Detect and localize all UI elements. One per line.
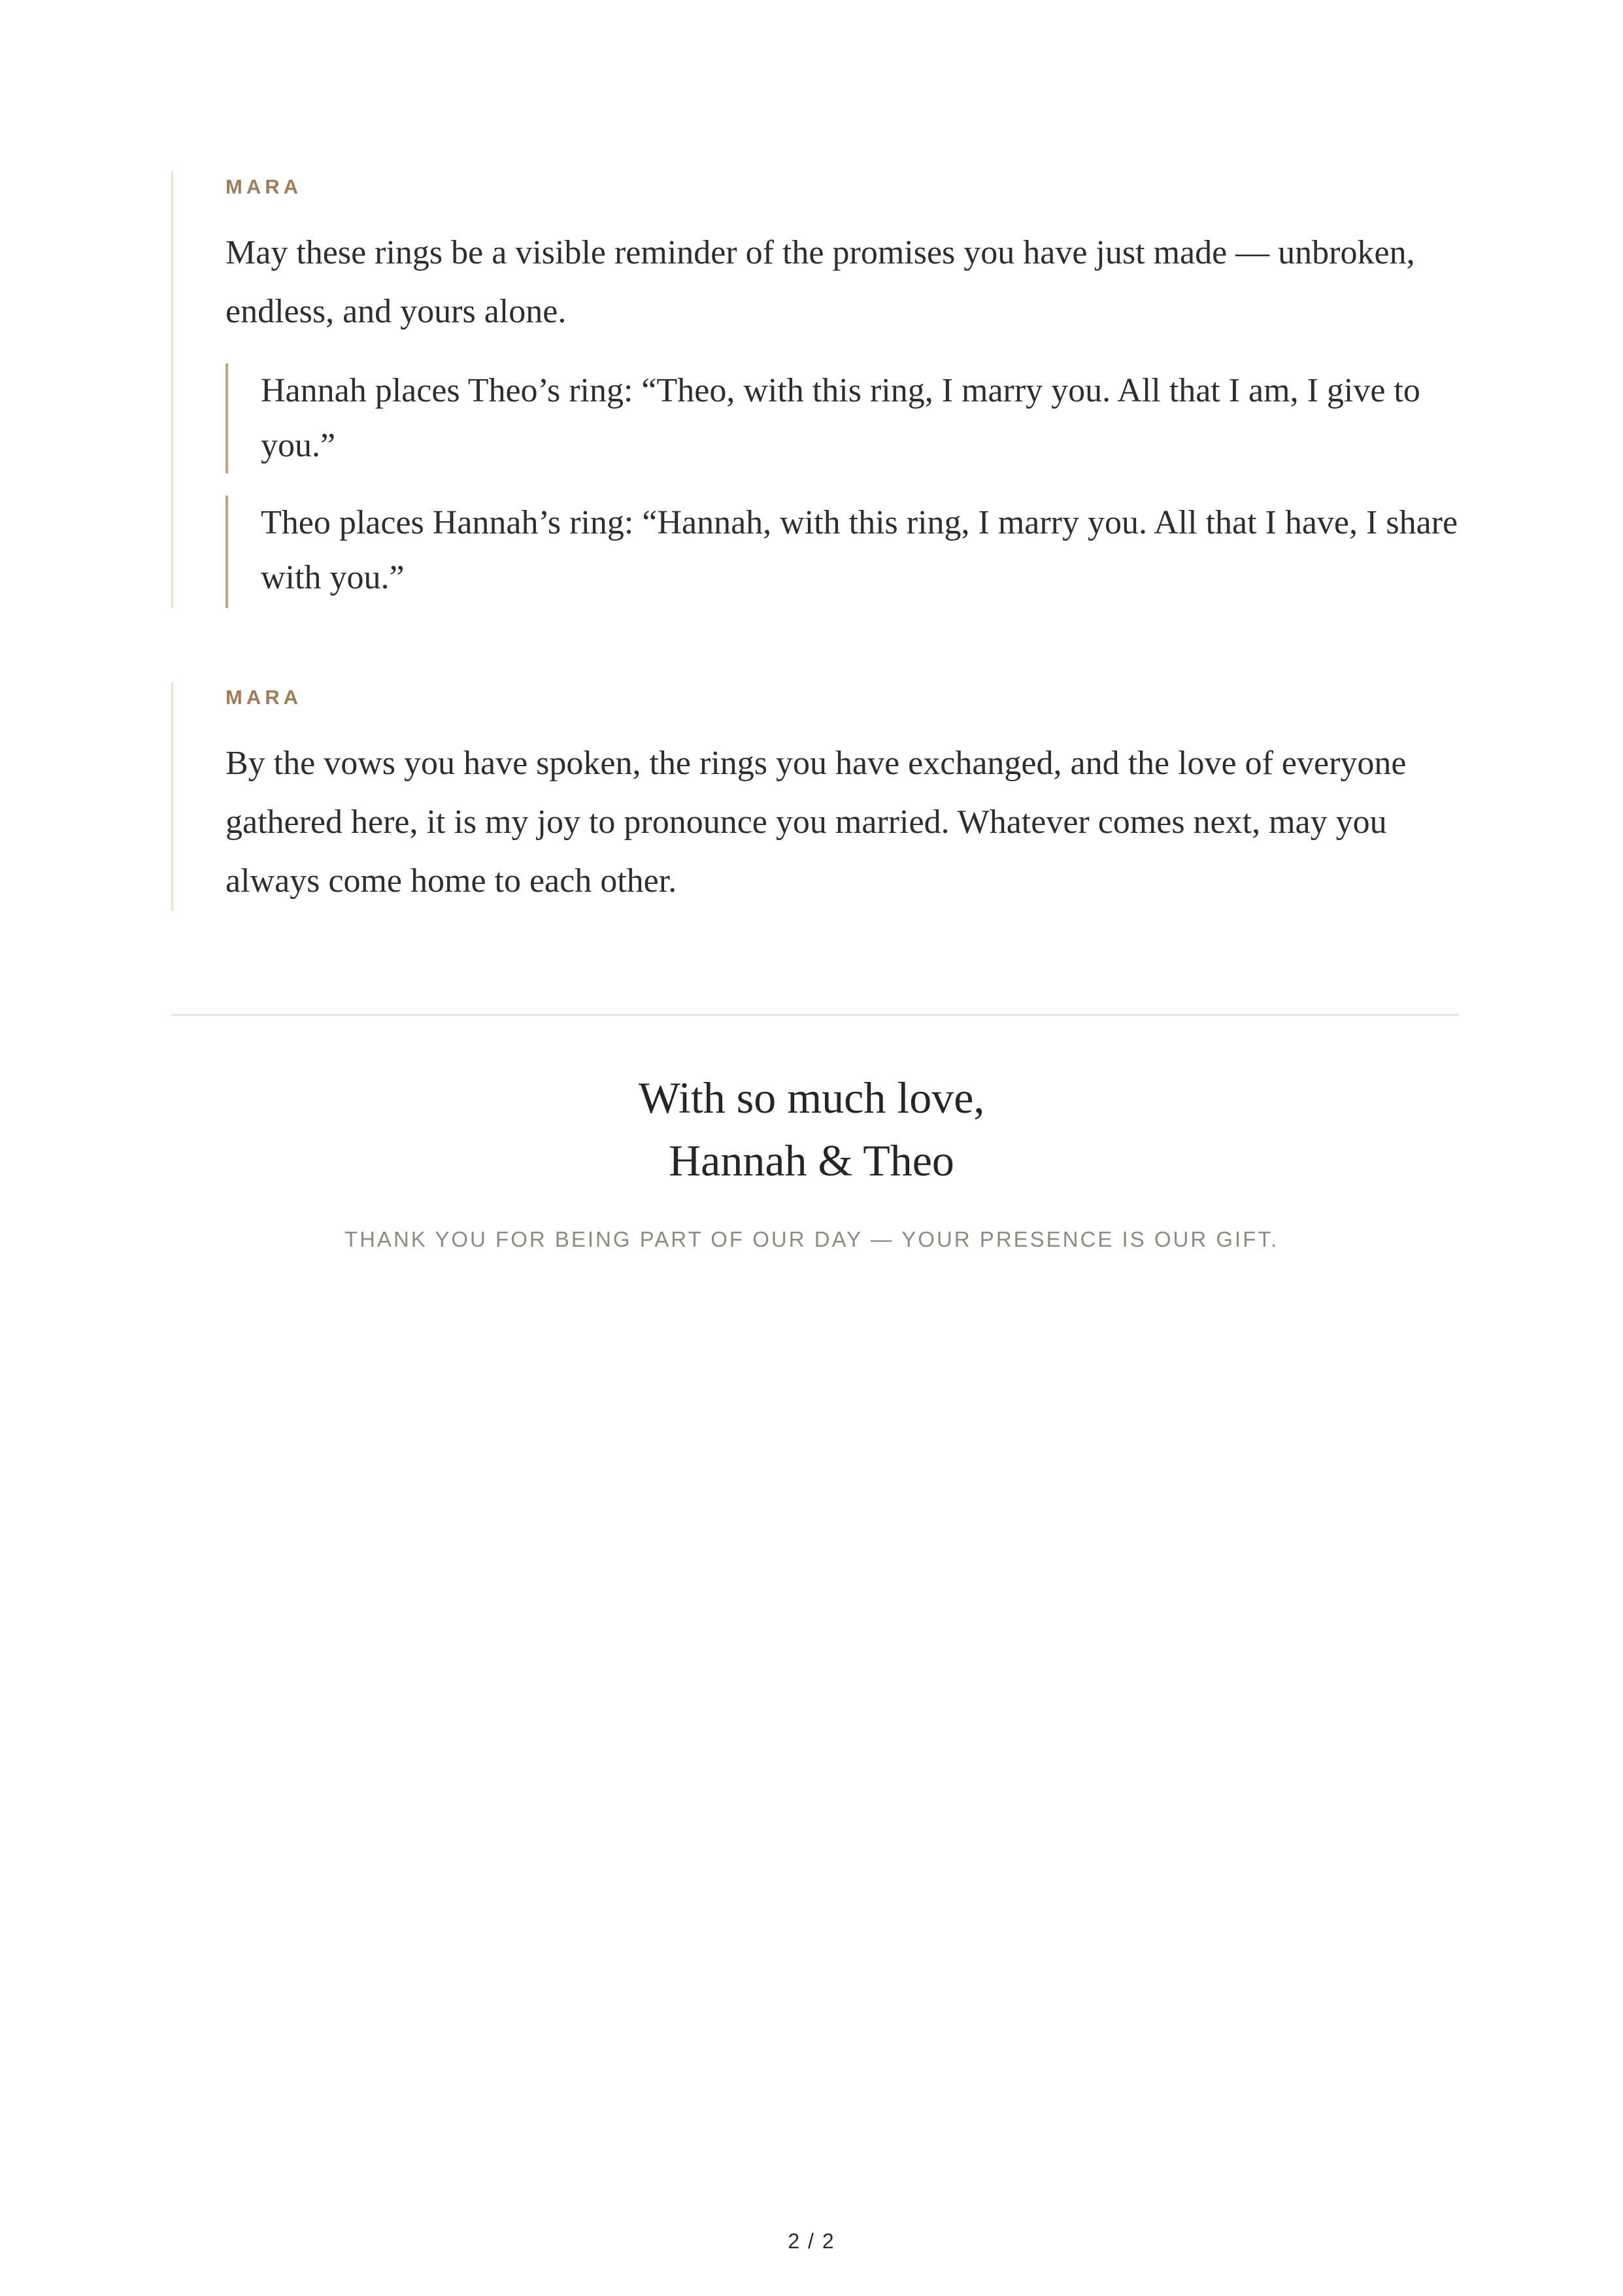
speaker-label: MARA [226,686,302,709]
page-number: 2 / 2 [788,2229,835,2253]
ring-action-hannah: Hannah places Theo’s ring: “Theo, with this ring, I marry you. All that I am, I give to you.” [226,363,1467,473]
speaker-label: MARA [226,175,302,198]
speech-text: By the vows you have spoken, the rings you have exchanged, and the love of everyone gathered here, it is my joy to pronounce you married. Whatever comes next, may you always come home to each other. [226,745,1407,900]
speech-text: May these rings be a visible reminder of the promises you have just made — unbroken, endless, and yours alone. [226,234,1415,330]
speech-block-rings [171,171,1460,608]
closing-line-names: Hannah & Theo [669,1136,954,1185]
ring-action-theo: Theo places Hannah’s ring: “Hannah, with this ring, I marry you. All that I have, I share with you.” [226,496,1467,608]
closing-line-love: With so much love, [638,1073,985,1123]
thank-you-note: THANK YOU FOR BEING PART OF OUR DAY — YOUR PRESENCE IS OUR GIFT. [344,1227,1279,1251]
section-divider [171,1014,1459,1016]
speech-block-pronouncement [171,682,1460,911]
